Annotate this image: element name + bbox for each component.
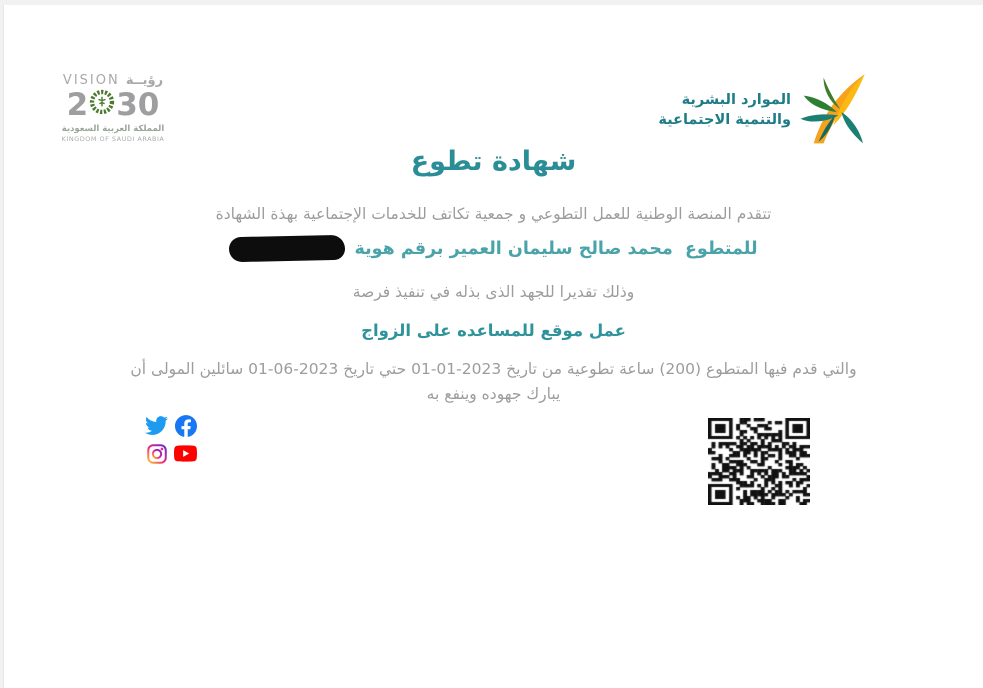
ministry-logo-text	[658, 90, 791, 131]
instagram-icon[interactable]	[147, 444, 167, 464]
facebook-icon[interactable]	[175, 415, 197, 437]
youtube-icon[interactable]	[174, 442, 197, 465]
details-paragraph: والتي قدم فيها المتطوع (200) ساعة تطوعية من تاريخ 2023-01-01 حتي تاريخ 2023-06-01 سائلين المولى أن يبارك جهوده وينفع به	[130, 360, 857, 404]
certificate-card	[3, 5, 983, 688]
volunteer-name-row	[4, 236, 983, 261]
vision-wordmark	[59, 73, 167, 88]
palm-wreath-icon	[89, 89, 115, 121]
vision-country-en: KINGDOM OF SAUDI ARABIA	[61, 135, 165, 143]
redacted-id-blob	[229, 235, 345, 262]
certificate-intro-line: تتقدم المنصة الوطنية للعمل التطوعي و جمعية تكاتف للخدمات الإجتماعية بهذة الشهادة	[215, 205, 772, 223]
ministry-text-line2: والتنمية الاجتماعية	[658, 112, 791, 128]
ministry-star-emblem-icon	[797, 71, 883, 149]
vision-2030-logo	[59, 73, 167, 143]
twitter-icon[interactable]	[145, 414, 168, 437]
qr-code	[708, 418, 810, 505]
ministry-hrsd-logo	[658, 71, 883, 149]
social-icons-grid	[144, 413, 198, 466]
ministry-text-line1: الموارد البشرية	[681, 91, 791, 108]
appreciation-line: وذلك تقديرا للجهد الذى بذله في تنفيذ فرصة	[352, 283, 635, 301]
vision-year-right: 30	[116, 86, 160, 123]
volunteer-name-text: للمتطوع محمد صالح سليمان العمير برقم هوية	[354, 238, 758, 259]
vision-year-left: 2	[66, 86, 89, 123]
certificate-title: شهادة تطوع	[410, 146, 577, 177]
vision-word-ar: رؤيــة	[125, 73, 164, 88]
vision-year	[59, 86, 167, 123]
vision-word-en: VISION	[62, 73, 120, 88]
opportunity-title: عمل موقع للمساعده على الزواج	[361, 321, 626, 340]
vision-country-ar: المملكة العربية السعودية	[61, 124, 165, 134]
